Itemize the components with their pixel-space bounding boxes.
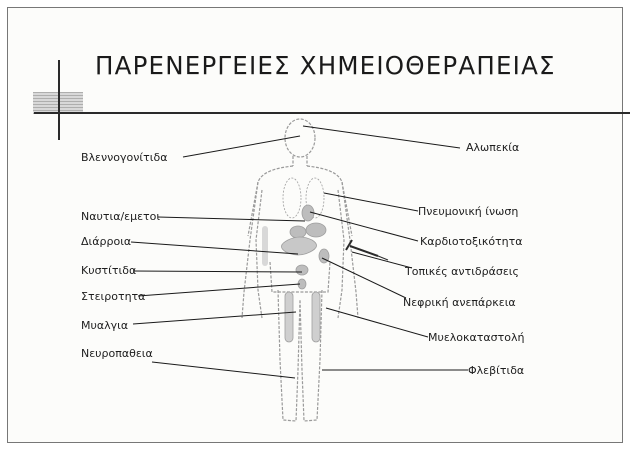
line-cardiotox bbox=[310, 212, 418, 241]
label-sterility: Στειροτητα bbox=[81, 290, 146, 303]
label-renal-failure: Νεφρική ανεπάρκεια bbox=[403, 296, 516, 309]
line-mucositis bbox=[183, 136, 300, 157]
line-local-reaction bbox=[352, 252, 412, 268]
label-mucositis: Βλεννογονίτιδα bbox=[81, 151, 168, 164]
neck-outline bbox=[293, 156, 307, 166]
intestines bbox=[281, 237, 316, 255]
line-myalgia bbox=[133, 312, 296, 324]
stomach bbox=[306, 223, 326, 237]
label-myelosuppression: Μυελοκαταστολή bbox=[428, 331, 525, 344]
label-pulmonary-fibrosis: Πνευμονική ίνωση bbox=[418, 205, 519, 218]
bladder bbox=[296, 265, 308, 275]
line-neuropathy bbox=[152, 362, 295, 378]
syringe-icon bbox=[346, 240, 388, 260]
line-alopecia bbox=[303, 126, 460, 148]
label-neuropathy: Νευροπαθεια bbox=[81, 347, 153, 360]
slide-title: ΠΑΡΕΝΕΡΓΕΙΕΣ ΧΗΜΕΙΟΘΕΡΑΠΕΙΑΣ bbox=[95, 51, 556, 80]
label-cardiotoxicity: Καρδιοτοξικότητα bbox=[420, 235, 523, 248]
left-lung bbox=[283, 178, 301, 218]
label-cystitis: Κυστίτιδα bbox=[81, 264, 137, 277]
label-nausea-vomiting: Ναυτια/εμετοι bbox=[81, 210, 161, 223]
line-myelosuppression bbox=[326, 308, 428, 337]
label-local-reactions: Τοπικές αντιδράσεις bbox=[405, 265, 519, 278]
label-alopecia: Αλωπεκία bbox=[466, 141, 520, 154]
label-diarrhea: Διάρροια bbox=[81, 235, 132, 248]
right-thigh-bone bbox=[312, 292, 320, 342]
line-cystitis bbox=[133, 271, 302, 272]
line-nausea bbox=[158, 217, 305, 221]
liver bbox=[290, 226, 306, 238]
line-diarrhea bbox=[131, 242, 298, 254]
organs bbox=[262, 178, 329, 342]
left-thigh-bone bbox=[285, 292, 293, 342]
left-arm-bone bbox=[262, 226, 268, 266]
line-pulm-fibrosis bbox=[324, 193, 418, 211]
line-sterility bbox=[138, 284, 300, 296]
label-myalgia: Μυαλγια bbox=[81, 319, 129, 332]
label-phlebitis: Φλεβίτιδα bbox=[468, 364, 525, 377]
line-renal bbox=[322, 258, 406, 298]
